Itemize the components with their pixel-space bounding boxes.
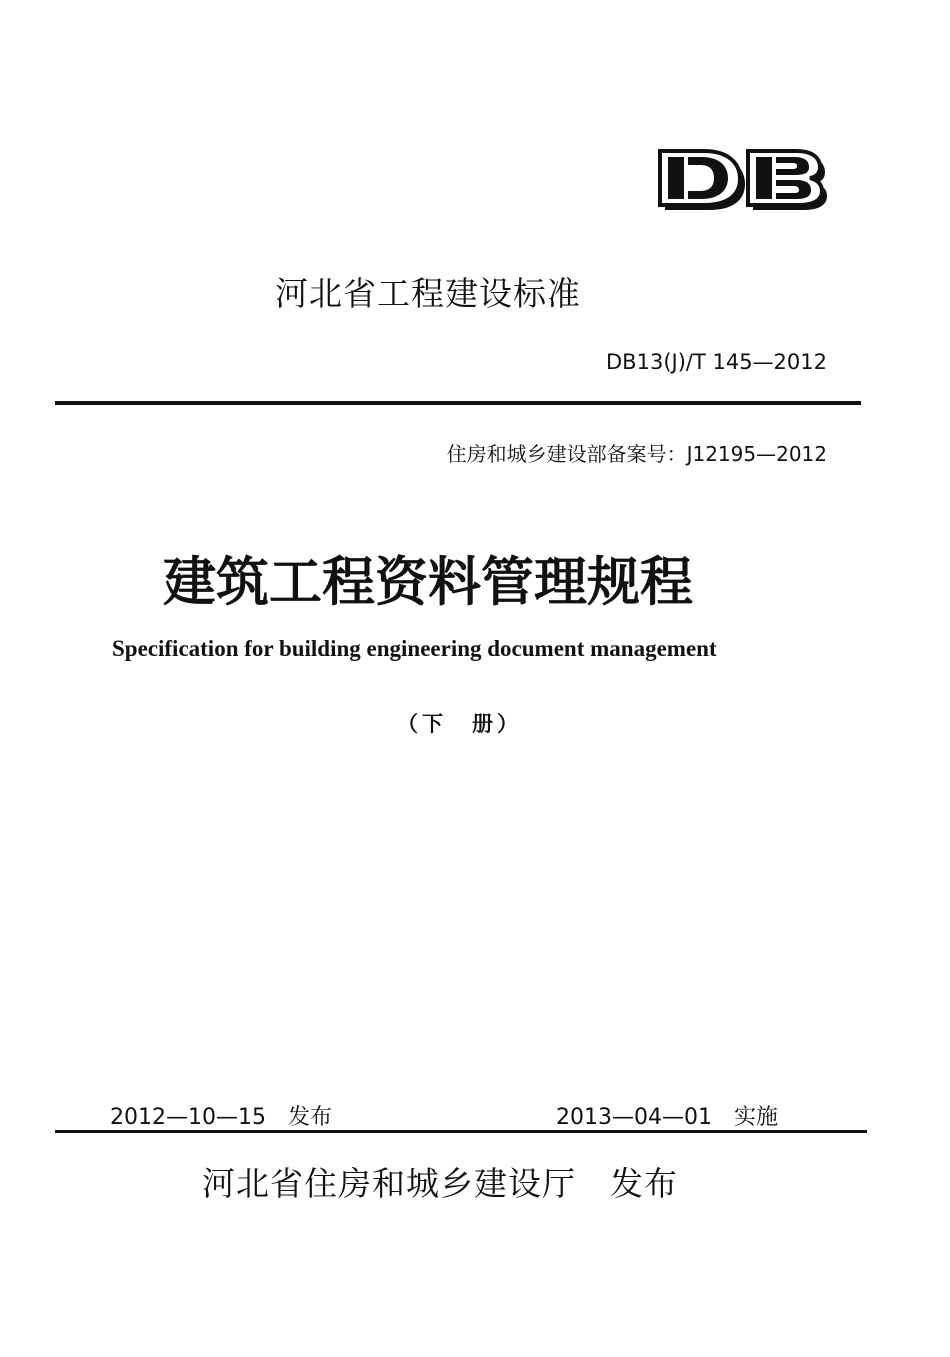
db-logo xyxy=(656,147,830,213)
top-divider xyxy=(55,401,861,405)
document-title-chinese: 建筑工程资料管理规程 xyxy=(163,551,693,613)
record-number: 住房和城乡建设部备案号：J12195—2012 xyxy=(446,442,827,466)
standard-number: DB13(J)/T 145—2012 xyxy=(606,350,827,374)
bottom-divider xyxy=(55,1130,867,1133)
publisher: 河北省住房和城乡建设厅 发布 xyxy=(202,1164,678,1203)
provincial-standard-heading: 河北省工程建设标准 xyxy=(275,274,581,313)
document-title-english: Specification for building engineering document management xyxy=(112,636,717,661)
volume-label: （下 册） xyxy=(397,711,522,736)
issue-date: 2012—10—15 发布 xyxy=(110,1105,332,1130)
effective-date: 2013—04—01 实施 xyxy=(556,1105,778,1130)
